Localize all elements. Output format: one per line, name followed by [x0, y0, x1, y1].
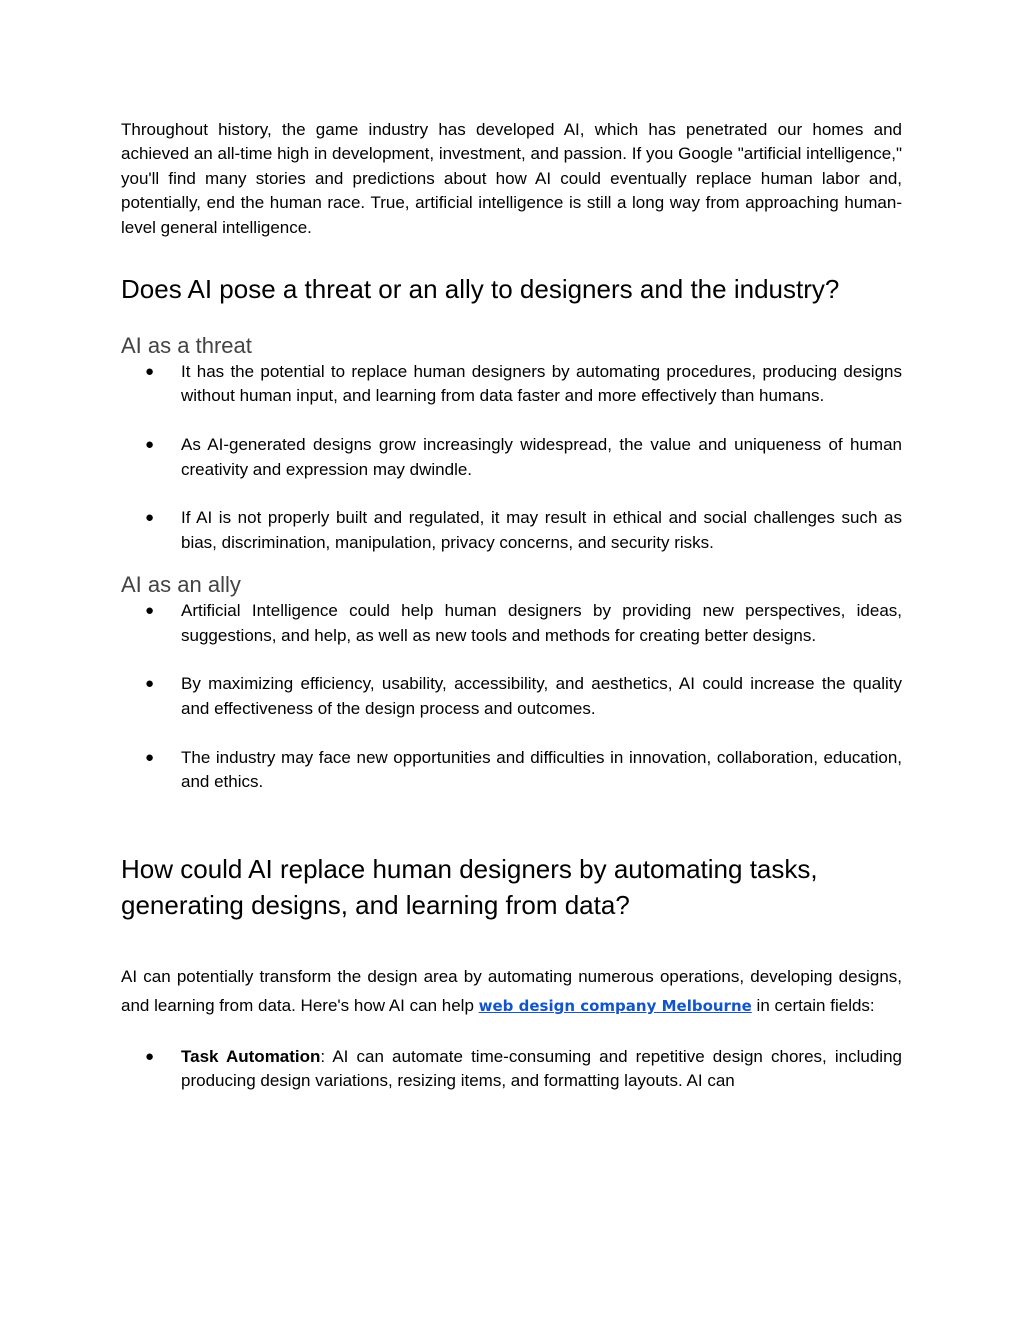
list-item-text: Artificial Intelligence could help human designers by providing new perspectives, ideas, suggestions, and help, as well as new tools and methods for creating better designs. [181, 601, 902, 645]
list-item [121, 672, 902, 721]
paragraph-text: in certain fields: [751, 996, 875, 1016]
bullet-icon: ● [145, 675, 155, 693]
bullet-icon: ● [145, 509, 155, 527]
threat-list [121, 360, 902, 555]
list-item-text: As AI-generated designs grow increasingly widespread, the value and uniqueness of human creativity and expression may dwindle. [181, 435, 902, 479]
list-item [121, 360, 902, 409]
automation-list [121, 1045, 902, 1094]
list-item-text: The industry may face new opportunities and difficulties in innovation, collaboration, education, and ethics. [181, 747, 902, 792]
list-item [121, 746, 902, 795]
section-heading-how-ai-replaces: How could AI replace human designers by automating tasks, generating designs, and learning from data? [121, 854, 818, 921]
web-design-company-link[interactable]: web design company Melbourne [478, 997, 752, 1016]
subheading-ai-ally: AI as an ally [121, 572, 241, 598]
section-heading-threat-or-ally: Does AI pose a threat or an ally to designers and the industry? [121, 274, 840, 305]
list-item-text: If AI is not properly built and regulated, it may result in ethical and social challenges such as bias, discrimination, manipulation, privacy concerns, and security risks. [181, 508, 902, 552]
list-item [121, 506, 902, 555]
how-ai-paragraph [121, 963, 902, 1020]
list-item [121, 599, 902, 648]
list-item-text: : AI can automate time-consuming and repetitive design chores, including producing design variations, resizing items, and formatting layouts. AI can [181, 1046, 902, 1091]
bullet-icon: ● [145, 602, 155, 620]
bullet-icon: ● [145, 436, 155, 454]
document-page [121, 118, 902, 1094]
paragraph-text: AI can potentially transform the design area by automating numerous operations, developing designs, and learning from data. Here's how AI can help [121, 967, 902, 1016]
subheading-ai-threat: AI as a threat [121, 333, 252, 359]
bullet-icon: ● [145, 1047, 155, 1065]
task-automation-label: Task Automation [181, 1046, 321, 1066]
list-item [121, 1045, 902, 1094]
ally-list [121, 599, 902, 794]
list-item [121, 433, 902, 482]
list-item-text: By maximizing efficiency, usability, accessibility, and aesthetics, AI could increase the quality and effectiveness of the design process and outcomes. [181, 674, 902, 718]
bullet-icon: ● [145, 363, 155, 381]
list-item-text: It has the potential to replace human designers by automating procedures, producing designs without human input, and learning from data faster and more effectively than humans. [181, 362, 902, 406]
intro-paragraph: Throughout history, the game industry has developed AI, which has penetrated our homes and achieved an all-time high in development, investment, and passion. If you Google "artificial intelligence," you'll find many stories and predictions about how AI could eventually replace human labor and, potentially, end the human race. True, artificial intelligence is still a long way from approaching human-level general intelligence. [121, 120, 902, 237]
bullet-icon: ● [145, 748, 155, 766]
